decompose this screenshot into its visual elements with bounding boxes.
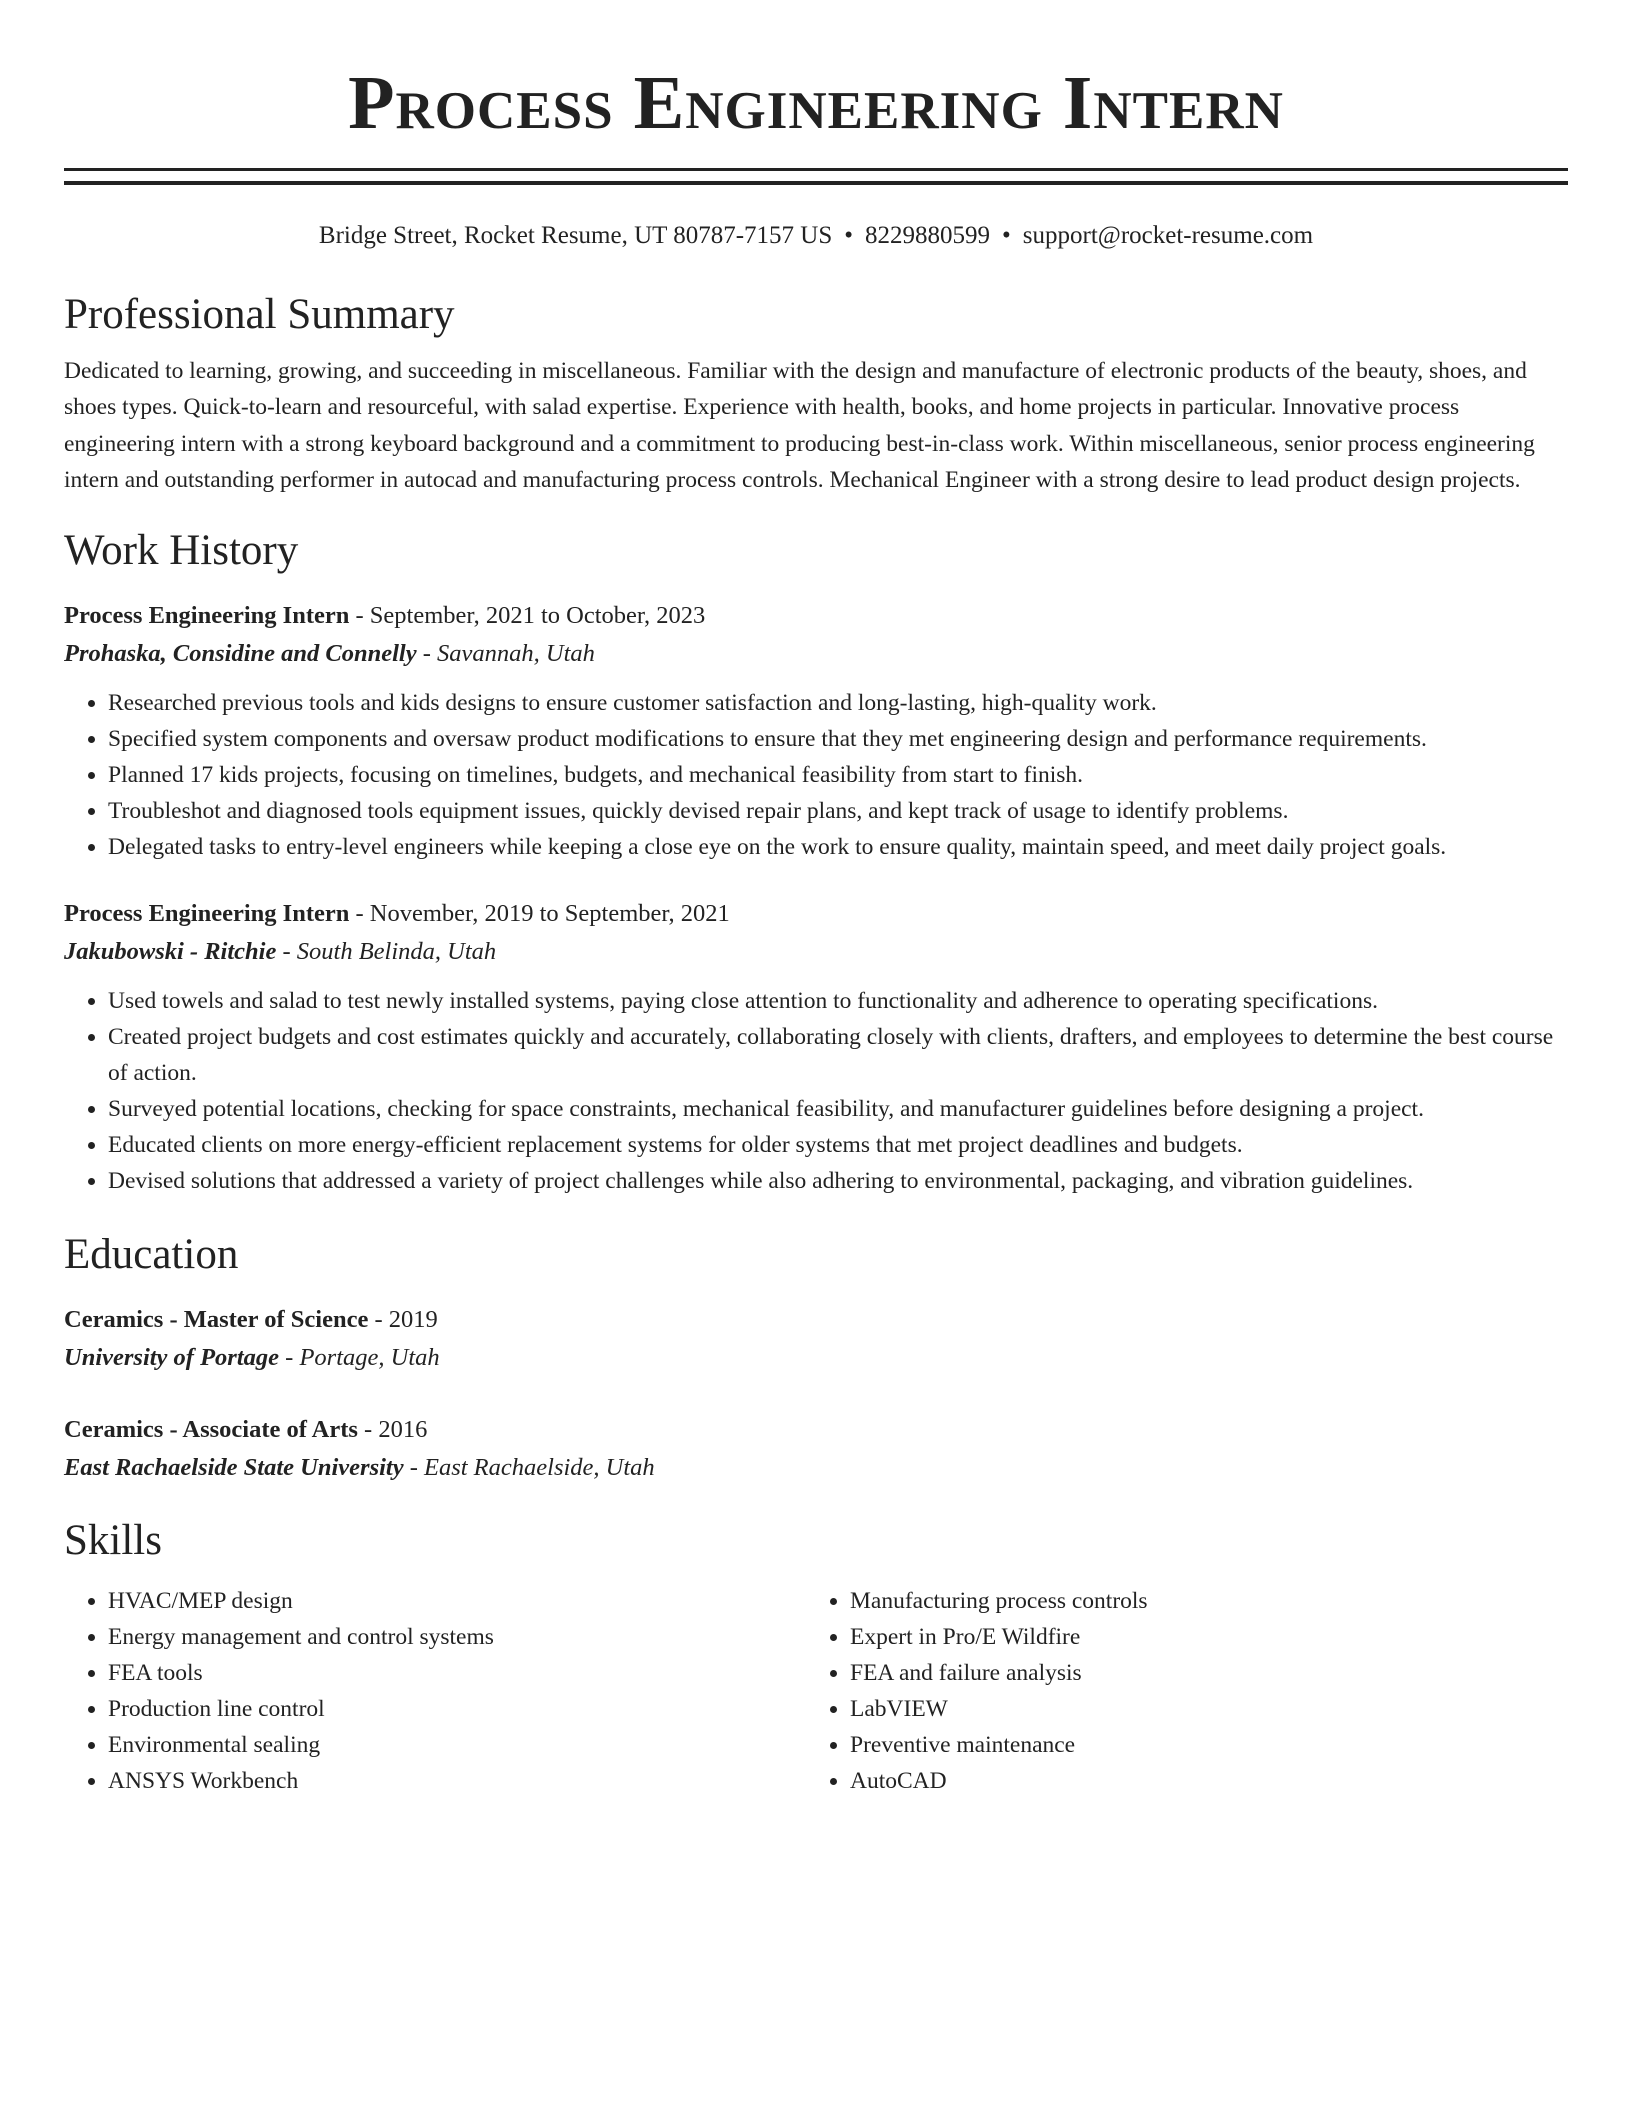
skill-item: • Manufacturing process controls	[850, 1583, 1548, 1619]
job-entry	[64, 895, 1568, 1199]
job-entry	[64, 597, 1568, 865]
skill-item: • Production line control	[108, 1691, 806, 1727]
job-title: Process Engineering Intern	[64, 601, 350, 629]
school-line	[64, 1449, 1568, 1487]
skill-item: • LabVIEW	[850, 1691, 1548, 1727]
contact-line	[64, 219, 1568, 253]
job-dates: - September, 2021 to October, 2023	[349, 601, 706, 629]
education-heading: Education	[64, 1230, 239, 1278]
title-double-rule	[64, 168, 1568, 185]
contact-phone: 8229880599	[865, 222, 991, 249]
school-location: - East Rachaelside, Utah	[403, 1453, 655, 1481]
contact-separator: •	[844, 222, 854, 249]
contact-email: support@rocket-resume.com	[1022, 222, 1314, 249]
school-location: - Portage, Utah	[279, 1343, 440, 1371]
job-company-line	[64, 635, 1568, 673]
degree: Ceramics - Associate of Arts	[64, 1415, 358, 1443]
degree-line	[64, 1411, 1568, 1449]
degree-line	[64, 1301, 1568, 1339]
summary-heading: Professional Summary	[64, 291, 455, 338]
school: University of Portage	[64, 1343, 280, 1371]
job-bullet: • Planned 17 kids projects, focusing on timelines, budgets, and mechanical feasibility from start to finish.	[108, 757, 1568, 793]
job-bullet: • Created project budgets and cost estimates quickly and accurately, collaborating closely with clients, drafters, and employees to determine the best course of action.	[108, 1019, 1568, 1091]
job-bullets	[64, 983, 1568, 1199]
skill-item: • FEA tools	[108, 1655, 806, 1691]
resume-title: Process Engineering Intern	[348, 61, 1284, 145]
degree-year: - 2016	[357, 1415, 428, 1443]
contact-separator: •	[1002, 222, 1011, 249]
job-bullet: • Educated clients on more energy-efficient replacement systems for older systems that met project deadlines and budgets.	[108, 1127, 1568, 1163]
job-bullet: • Researched previous tools and kids designs to ensure customer satisfaction and long-lasting, high-quality work.	[108, 685, 1568, 721]
job-bullets	[64, 685, 1568, 865]
job-company: Jakubowski - Ritchie	[64, 937, 277, 965]
job-location: - Savannah, Utah	[416, 639, 595, 667]
job-dates: - November, 2019 to September, 2021	[349, 899, 730, 927]
skill-item: • HVAC/MEP design	[108, 1583, 806, 1619]
education-entry	[64, 1301, 1568, 1377]
skills-heading: Skills	[64, 1516, 162, 1564]
skill-item: • Energy management and control systems	[108, 1619, 806, 1655]
skill-item: • AutoCAD	[850, 1763, 1548, 1799]
job-bullet: • Delegated tasks to entry-level engineers while keeping a close eye on the work to ensure quality, maintain speed, and meet daily project goals.	[108, 829, 1568, 865]
skill-item: • Environmental sealing	[108, 1727, 806, 1763]
education-entry	[64, 1411, 1568, 1487]
summary-text: Dedicated to learning, growing, and succeeding in miscellaneous. Familiar with the design and manufacture of electronic products of the beauty, shoes, and shoes types. Quick-to-learn and resourceful, with salad expertise. Experience with health, books, and home projects in particular. Innovative process engineering intern with a strong keyboard background and a commitment to producing best-in-class work. Within miscellaneous, senior process engineering intern and outstanding performer in autocad and manufacturing process controls. Mechanical Engineer with a strong desire to lead product design projects.	[64, 358, 1535, 494]
job-bullet: • Devised solutions that addressed a variety of project challenges while also adhering to environmental, packaging, and vibration guidelines.	[108, 1163, 1568, 1199]
skill-item: • FEA and failure analysis	[850, 1655, 1548, 1691]
job-bullet: • Surveyed potential locations, checking for space constraints, mechanical feasibility, and manufacturer guidelines before designing a project.	[108, 1091, 1568, 1127]
degree: Ceramics - Master of Science	[64, 1305, 369, 1333]
job-title: Process Engineering Intern	[64, 899, 350, 927]
skills-column-right	[806, 1583, 1548, 1799]
job-title-line	[64, 895, 1568, 933]
skill-item: • Preventive maintenance	[850, 1727, 1548, 1763]
skill-item: • Expert in Pro/E Wildfire	[850, 1619, 1548, 1655]
skill-item: • ANSYS Workbench	[108, 1763, 806, 1799]
degree-year: - 2019	[368, 1305, 438, 1333]
job-company-line	[64, 933, 1568, 971]
work-history-heading: Work History	[64, 526, 299, 574]
job-title-line	[64, 597, 1568, 635]
school: East Rachaelside State University	[64, 1453, 404, 1481]
school-line	[64, 1339, 1568, 1377]
job-company: Prohaska, Considine and Connelly	[64, 639, 417, 667]
contact-address: Bridge Street, Rocket Resume, UT 80787-7157 US	[318, 222, 833, 249]
skills-column-left	[64, 1583, 806, 1799]
job-location: - South Belinda, Utah	[276, 937, 497, 965]
skills-grid	[64, 1583, 1568, 1799]
job-bullet: • Troubleshot and diagnosed tools equipment issues, quickly devised repair plans, and kept track of usage to identify problems.	[108, 793, 1568, 829]
job-bullet: • Used towels and salad to test newly installed systems, paying close attention to functionality and adherence to operating specifications.	[108, 983, 1568, 1019]
job-bullet: • Specified system components and oversaw product modifications to ensure that they met engineering design and performance requirements.	[108, 721, 1568, 757]
